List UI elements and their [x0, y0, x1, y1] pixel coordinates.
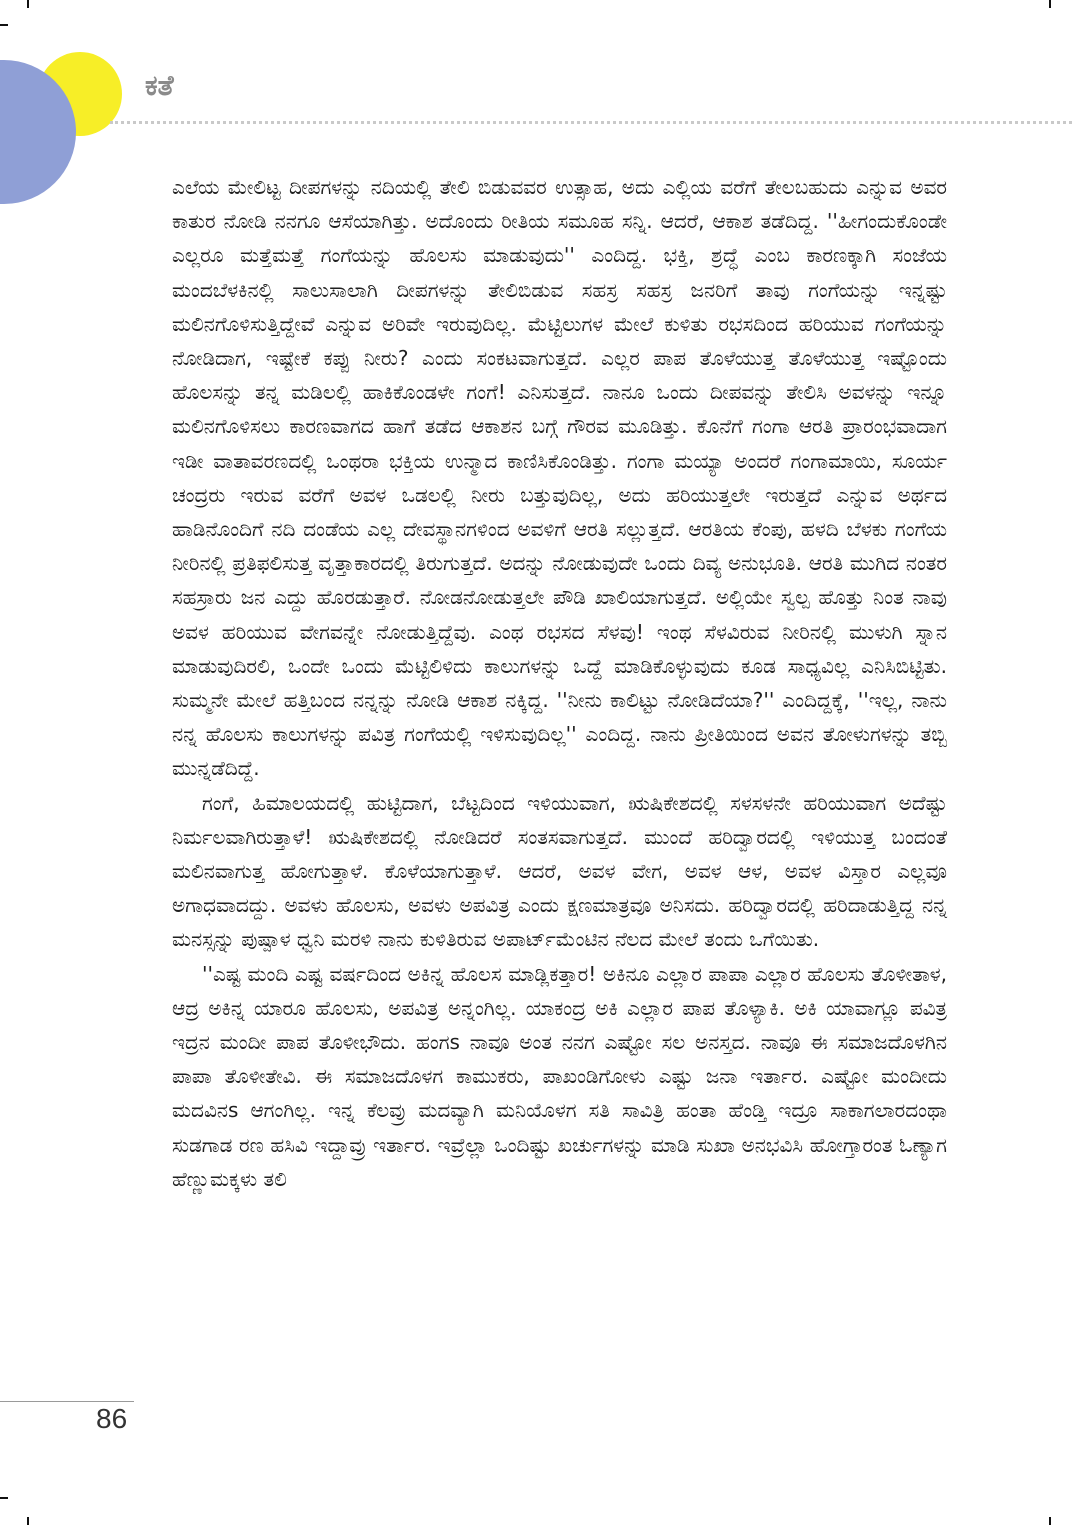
paragraph-3: ''ಎಷ್ಟ ಮಂದಿ ಎಷ್ಟ ವರ್ಷದಿಂದ ಅಕಿನ್ನ ಹೊಲಸ ಮಾಡ್ಲಿಕತ್ತಾರ! ಅಕಿನೂ ಎಲ್ಲಾರ ಪಾಪಾ ಎಲ್ಲಾರ ಹೊಲಸು ತೊಳೀತಾಳ, ಆದ್ರ ಅಕಿನ್ನ ಯಾರೂ ಹೊಲಸು, ಅಪವಿತ್ರ ಅನ್ನಂಗಿಲ್ಲ. ಯಾಕಂದ್ರ ಅಕಿ ಎಲ್ಲಾರ ಪಾಪ ತೊಳ್ಯಾಕಿ. ಅಕಿ ಯಾವಾಗ್ಲೂ ಪವಿತ್ರ ಇದ್ರನ ಮಂದೀ ಪಾಪ ತೊಳೀಭೌದು. ಹಂಗs ನಾವೂ ಅಂತ ನನಗ ಎಷ್ಟೋ ಸಲ ಅನಸ್ತದ. ನಾವೂ ಈ ಸಮಾಜದೊಳಗಿನ ಪಾಪಾ ತೊಳೀತೇವಿ. ಈ ಸಮಾಜದೊಳಗ ಕಾಮುಕರು, ಪಾಖಂಡಿಗೋಳು ಎಷ್ಟು ಜನಾ ಇರ್ತಾರ. ಎಷ್ಟೋ ಮಂದೀದು ಮದವಿನs ಆಗಂಗಿಲ್ಲ. ಇನ್ನ ಕೆಲವ್ರು ಮದವ್ಯಾಗಿ ಮನಿಯೊಳಗ ಸತಿ ಸಾವಿತ್ರಿ ಹಂತಾ ಹೆಂಡ್ತಿ ಇದ್ರೂ ಸಾಕಾಗಲಾರದಂಥಾ ಸುಡಗಾಡ ರಣ ಹಸಿವಿ ಇದ್ದಾವ್ರು ಇರ್ತಾರ. ಇವ್ರೆಲ್ಲಾ ಒಂದಿಷ್ಟು ಖರ್ಚುಗಳನ್ನು ಮಾಡಿ ಸುಖಾ ಅನಭವಿಸಿ ಹೋಗ್ತಾರಂತ ಓಣ್ಯಾಗ ಹೆಣ್ಣುಮಕ್ಕಳು ತಲಿ	[172, 961, 947, 1191]
crop-mark-bottom-right	[1049, 1517, 1051, 1525]
crop-mark-bottom-left	[27, 1517, 29, 1525]
page-number: 86	[96, 1403, 128, 1434]
header-dotted-divider	[110, 121, 1072, 124]
blue-circle-left-edge	[0, 60, 4, 204]
section-title: ಕತೆ	[145, 69, 174, 102]
story-body	[172, 170, 947, 1196]
header-decoration-circles	[0, 52, 140, 212]
paragraph-1: ಎಲೆಯ ಮೇಲಿಟ್ಟ ದೀಪಗಳನ್ನು ನದಿಯಲ್ಲಿ ತೇಲಿ ಬಿಡುವವರ ಉತ್ಸಾಹ, ಅದು ಎಲ್ಲಿಯ ವರೆಗೆ ತೇಲಬಹುದು ಎನ್ನುವ ಅವರ ಕಾತುರ ನೋಡಿ ನನಗೂ ಆಸೆಯಾಗಿತ್ತು. ಅದೊಂದು ರೀತಿಯ ಸಮೂಹ ಸನ್ನಿ. ಆದರೆ, ಆಕಾಶ ತಡೆದಿದ್ದ. ''ಹೀಗಂದುಕೊಂಡೇ ಎಲ್ಲರೂ ಮತ್ತೆಮತ್ತೆ ಗಂಗೆಯನ್ನು ಹೊಲಸು ಮಾಡುವುದು'' ಎಂದಿದ್ದ. ಭಕ್ತಿ, ಶ್ರದ್ಧೆ ಎಂಬ ಕಾರಣಕ್ಕಾಗಿ ಸಂಜೆಯ ಮಂದಬೆಳಕಿನಲ್ಲಿ ಸಾಲುಸಾಲಾಗಿ ದೀಪಗಳನ್ನು ತೇಲಿಬಿಡುವ ಸಹಸ್ರ ಸಹಸ್ರ ಜನರಿಗೆ ತಾವು ಗಂಗೆಯನ್ನು ಇನ್ನಷ್ಟು ಮಲಿನಗೊಳಿಸುತ್ತಿದ್ದೇವೆ ಎನ್ನುವ ಅರಿವೇ ಇರುವುದಿಲ್ಲ. ಮೆಟ್ಟಿಲುಗಳ ಮೇಲೆ ಕುಳಿತು ರಭಸದಿಂದ ಹರಿಯುವ ಗಂಗೆಯನ್ನು ನೋಡಿದಾಗ, ಇಷ್ಟೇಕೆ ಕಪ್ಪು ನೀರು? ಎಂದು ಸಂಕಟವಾಗುತ್ತದೆ. ಎಲ್ಲರ ಪಾಪ ತೊಳೆಯುತ್ತ ತೊಳೆಯುತ್ತ ಇಷ್ಟೊಂದು ಹೊಲಸನ್ನು ತನ್ನ ಮಡಿಲಲ್ಲಿ ಹಾಕಿಕೊಂಡಳೇ ಗಂಗೆ! ಎನಿಸುತ್ತದೆ. ನಾನೂ ಒಂದು ದೀಪವನ್ನು ತೇಲಿಸಿ ಅವಳನ್ನು ಇನ್ನೂ ಮಲಿನಗೊಳಿಸಲು ಕಾರಣವಾಗದ ಹಾಗೆ ತಡೆದ ಆಕಾಶನ ಬಗ್ಗೆ ಗೌರವ ಮೂಡಿತ್ತು. ಕೊನೆಗೆ ಗಂಗಾ ಆರತಿ ಪ್ರಾರಂಭವಾದಾಗ ಇಡೀ ವಾತಾವರಣದಲ್ಲಿ ಒಂಥರಾ ಭಕ್ತಿಯ ಉನ್ಮಾದ ಕಾಣಿಸಿಕೊಂಡಿತ್ತು. ಗಂಗಾ ಮಯ್ಯಾ ಅಂದರೆ ಗಂಗಾಮಾಯಿ, ಸೂರ್ಯ ಚಂದ್ರರು ಇರುವ ವರೆಗೆ ಅವಳ ಒಡಲಲ್ಲಿ ನೀರು ಬತ್ತುವುದಿಲ್ಲ, ಅದು ಹರಿಯುತ್ತಲೇ ಇರುತ್ತದೆ ಎನ್ನುವ ಅರ್ಥದ ಹಾಡಿನೊಂದಿಗೆ ನದಿ ದಂಡೆಯ ಎಲ್ಲ ದೇವಸ್ಥಾನಗಳಿಂದ ಅವಳಿಗೆ ಆರತಿ ಸಲ್ಲುತ್ತದೆ. ಆರತಿಯ ಕೆಂಪು, ಹಳದಿ ಬೆಳಕು ಗಂಗೆಯ ನೀರಿನಲ್ಲಿ ಪ್ರತಿಫಲಿಸುತ್ತ ವೃತ್ತಾಕಾರದಲ್ಲಿ ತಿರುಗುತ್ತದೆ. ಅದನ್ನು ನೋಡುವುದೇ ಒಂದು ದಿವ್ಯ ಅನುಭೂತಿ. ಆರತಿ ಮುಗಿದ ನಂತರ ಸಹಸ್ರಾರು ಜನ ಎದ್ದು ಹೊರಡುತ್ತಾರೆ. ನೋಡನೋಡುತ್ತಲೇ ಪೌಡಿ ಖಾಲಿಯಾಗುತ್ತದೆ. ಅಲ್ಲಿಯೇ ಸ್ವಲ್ಪ ಹೊತ್ತು ನಿಂತ ನಾವು ಅವಳ ಹರಿಯುವ ವೇಗವನ್ನೇ ನೋಡುತ್ತಿದ್ದೆವು. ಎಂಥ ರಭಸದ ಸೆಳವು! ಇಂಥ ಸೆಳವಿರುವ ನೀರಿನಲ್ಲಿ ಮುಳುಗಿ ಸ್ನಾನ ಮಾಡುವುದಿರಲಿ, ಒಂದೇ ಒಂದು ಮೆಟ್ಟಿಲಿಳಿದು ಕಾಲುಗಳನ್ನು ಒದ್ದೆ ಮಾಡಿಕೊಳ್ಳುವುದು ಕೂಡ ಸಾಧ್ಯವಿಲ್ಲ ಎನಿಸಿಬಿಟ್ಟಿತು. ಸುಮ್ಮನೇ ಮೇಲೆ ಹತ್ತಿಬಂದ ನನ್ನನ್ನು ನೋಡಿ ಆಕಾಶ ನಕ್ಕಿದ್ದ. ''ನೀನು ಕಾಲಿಟ್ಟು ನೋಡಿದೆಯಾ?'' ಎಂದಿದ್ದಕ್ಕೆ, ''ಇಲ್ಲ, ನಾನು ನನ್ನ ಹೊಲಸು ಕಾಲುಗಳನ್ನು ಪವಿತ್ರ ಗಂಗೆಯಲ್ಲಿ ಇಳಿಸುವುದಿಲ್ಲ'' ಎಂದಿದ್ದ. ನಾನು ಪ್ರೀತಿಯಿಂದ ಅವನ ತೋಳುಗಳನ್ನು ತಬ್ಬಿ ಮುನ್ನಡೆದಿದ್ದೆ.	[172, 175, 947, 781]
crop-mark-left-upper	[0, 24, 8, 26]
paragraph-2: ಗಂಗೆ, ಹಿಮಾಲಯದಲ್ಲಿ ಹುಟ್ಟಿದಾಗ, ಬೆಟ್ಟದಿಂದ ಇಳಿಯುವಾಗ, ಋಷಿಕೇಶದಲ್ಲಿ ಸಳಸಳನೇ ಹರಿಯುವಾಗ ಅದೆಷ್ಟು ನಿರ್ಮಲವಾಗಿರುತ್ತಾಳೆ! ಋಷಿಕೇಶದಲ್ಲಿ ನೋಡಿದರೆ ಸಂತಸವಾಗುತ್ತದೆ. ಮುಂದೆ ಹರಿದ್ವಾರದಲ್ಲಿ ಇಳಿಯುತ್ತ ಬಂದಂತೆ ಮಲಿನವಾಗುತ್ತ ಹೋಗುತ್ತಾಳೆ. ಕೊಳೆಯಾಗುತ್ತಾಳೆ. ಆದರೆ, ಅವಳ ವೇಗ, ಅವಳ ಆಳ, ಅವಳ ವಿಸ್ತಾರ ಎಲ್ಲವೂ ಅಗಾಧವಾದದ್ದು. ಅವಳು ಹೊಲಸು, ಅವಳು ಅಪವಿತ್ರ ಎಂದು ಕ್ಷಣಮಾತ್ರವೂ ಅನಿಸದು. ಹರಿದ್ವಾರದಲ್ಲಿ ಹರಿದಾಡುತ್ತಿದ್ದ ನನ್ನ ಮನಸ್ಸನ್ನು ಪುಷ್ಪಾಳ ಧ್ವನಿ ಮರಳಿ ನಾನು ಕುಳಿತಿರುವ ಅಪಾರ್ಟ್‌ಮೆಂಟಿನ ನೆಲದ ಮೇಲೆ ತಂದು ಒಗೆಯಿತು.	[172, 790, 947, 952]
crop-mark-top-right	[1049, 0, 1051, 8]
crop-mark-top-left	[27, 0, 29, 8]
crop-mark-left-lower	[0, 1497, 8, 1499]
